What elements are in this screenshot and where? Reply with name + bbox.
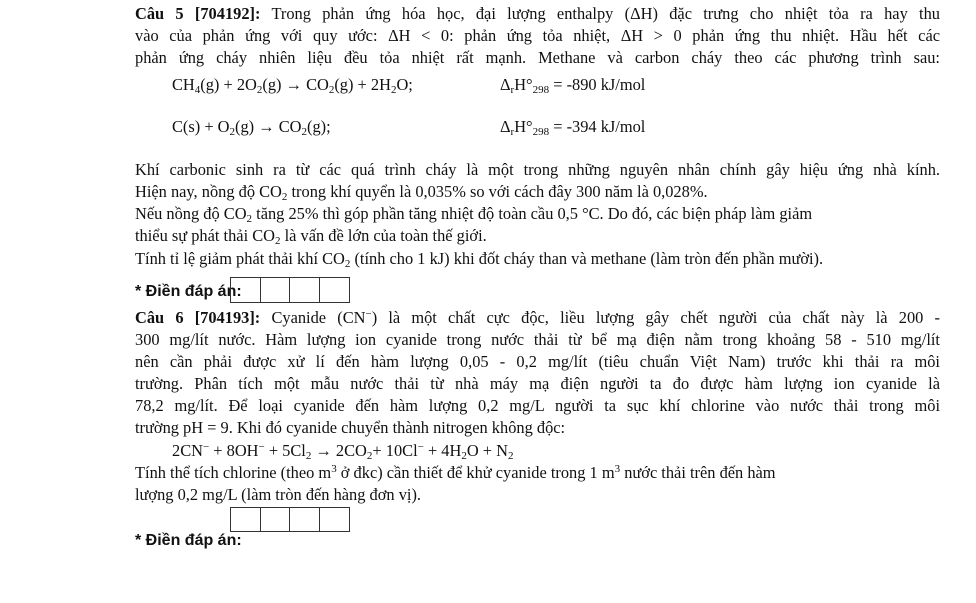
q5-equation-2: $C(s) + O_2(g) \to CO_2(g)$; [172, 117, 331, 138]
q5-answer-label: * Điền đáp án: [135, 283, 242, 300]
q6-answer-input[interactable] [230, 507, 350, 532]
answer-cell[interactable] [261, 508, 291, 531]
q6-line-7: Tính thể tích chlorine (theo $m^3$ ở đkc) cần thiết để khử cyanide trong 1 $m^3$ nước thải trên đến hàm [135, 463, 776, 482]
answer-cell[interactable] [231, 508, 261, 531]
q6-line-3: nên cần phải được xử lí đến hàm lượng 0,05 - 0,2 mg/lít (tiêu chuẩn Việt Nam) trước khi thải ra môi [135, 352, 940, 371]
q6-line-5: 78,2 mg/lít. Để loại cyanide đến hàm lượng 0,2 mg/L người ta sục khí chlorine vào nước thải trong môi [135, 396, 940, 415]
q5-line-1: Câu 5 [704192]: Trong phản ứng hóa học, đại lượng enthalpy (ΔH) đặc trưng cho nhiệt tỏa ra hay thu [135, 4, 940, 23]
q6-answer-label: * Điền đáp án: [135, 532, 242, 549]
answer-cell[interactable] [290, 278, 320, 302]
q5-line-4: Khí carbonic sinh ra từ các quá trình cháy là một trong những nguyên nhân chính gây hiệu ứng nhà kính. [135, 160, 940, 179]
answer-cell[interactable] [320, 278, 350, 302]
q5-line-3: phản ứng cháy nhiên liệu đều tỏa nhiệt rất mạnh. Methane và carbon cháy theo các phương trình sau: [135, 48, 940, 67]
q6-equation: $2CN^- + 8OH^- + 5Cl_2 \to 2CO_2+ 10Cl^- + 4H_2O + N_2$ [172, 441, 514, 462]
q5-equation-1: $CH_4(g) + 2O_2(g) \to CO_2(g) + 2H_2O$; [172, 75, 413, 96]
q6-line-2: 300 mg/lít nước. Hàm lượng ion cyanide trong nước thải từ bể mạ điện nằm trong khoảng 58 - 510 mg/lít [135, 330, 940, 349]
q6-label: Câu 6 [704193]: [135, 308, 261, 327]
q5-line-8: Tính tỉ lệ giảm phát thải khí $CO_2$ (tính cho 1 kJ) khi đốt cháy than và methane (làm tròn đến phần mười). [135, 249, 824, 270]
q5-line-5: Hiện nay, nồng độ $CO_2$ trong khí quyển là 0,035% so với cách đây 300 năm là 0,028%. [135, 182, 708, 203]
q5-line-6: Nếu nồng độ $CO_2$ tăng 25% thì góp phần tăng nhiệt độ toàn cầu 0,5 °C. Do đó, các biện pháp làm giảm [135, 204, 813, 225]
q6-line-1: Câu 6 [704193]: Cyanide (CN−) là một chất cực độc, liều lượng gây chết người của chất này là 200 - [135, 308, 940, 327]
q6-line-6: trường pH = 9. Khi đó cyanide chuyển thành nitrogen không độc: [135, 418, 566, 437]
q5-line-2: vào của phản ứng với quy ước: ΔH < 0: phản ứng tỏa nhiệt, ΔH > 0 phản ứng thu nhiệt. Hầu hết các [135, 26, 940, 45]
answer-cell[interactable] [290, 508, 320, 531]
q5-answer-input[interactable] [230, 277, 350, 303]
q5-label: Câu 5 [704192]: [135, 4, 261, 23]
q5-enthalpy-1: $\Delta_rH^\circ_{298} = -890$ kJ/mol [500, 75, 646, 96]
q6-line-4: trường. Phân tích một mẫu nước thải từ nhà máy mạ điện người ta đo được hàm lượng ion cyanide là [135, 374, 940, 393]
q5-line-7: thiểu sự phát thải $CO_2$ là vấn đề lớn của toàn thế giới. [135, 226, 487, 247]
answer-cell[interactable] [320, 508, 350, 531]
q6-line-8: lượng 0,2 mg/L (làm tròn đến hàng đơn vị). [135, 485, 421, 504]
answer-cell[interactable] [231, 278, 261, 302]
q5-enthalpy-2: $\Delta_rH^\circ_{298} = -394$ kJ/mol [500, 117, 646, 138]
answer-cell[interactable] [261, 278, 291, 302]
